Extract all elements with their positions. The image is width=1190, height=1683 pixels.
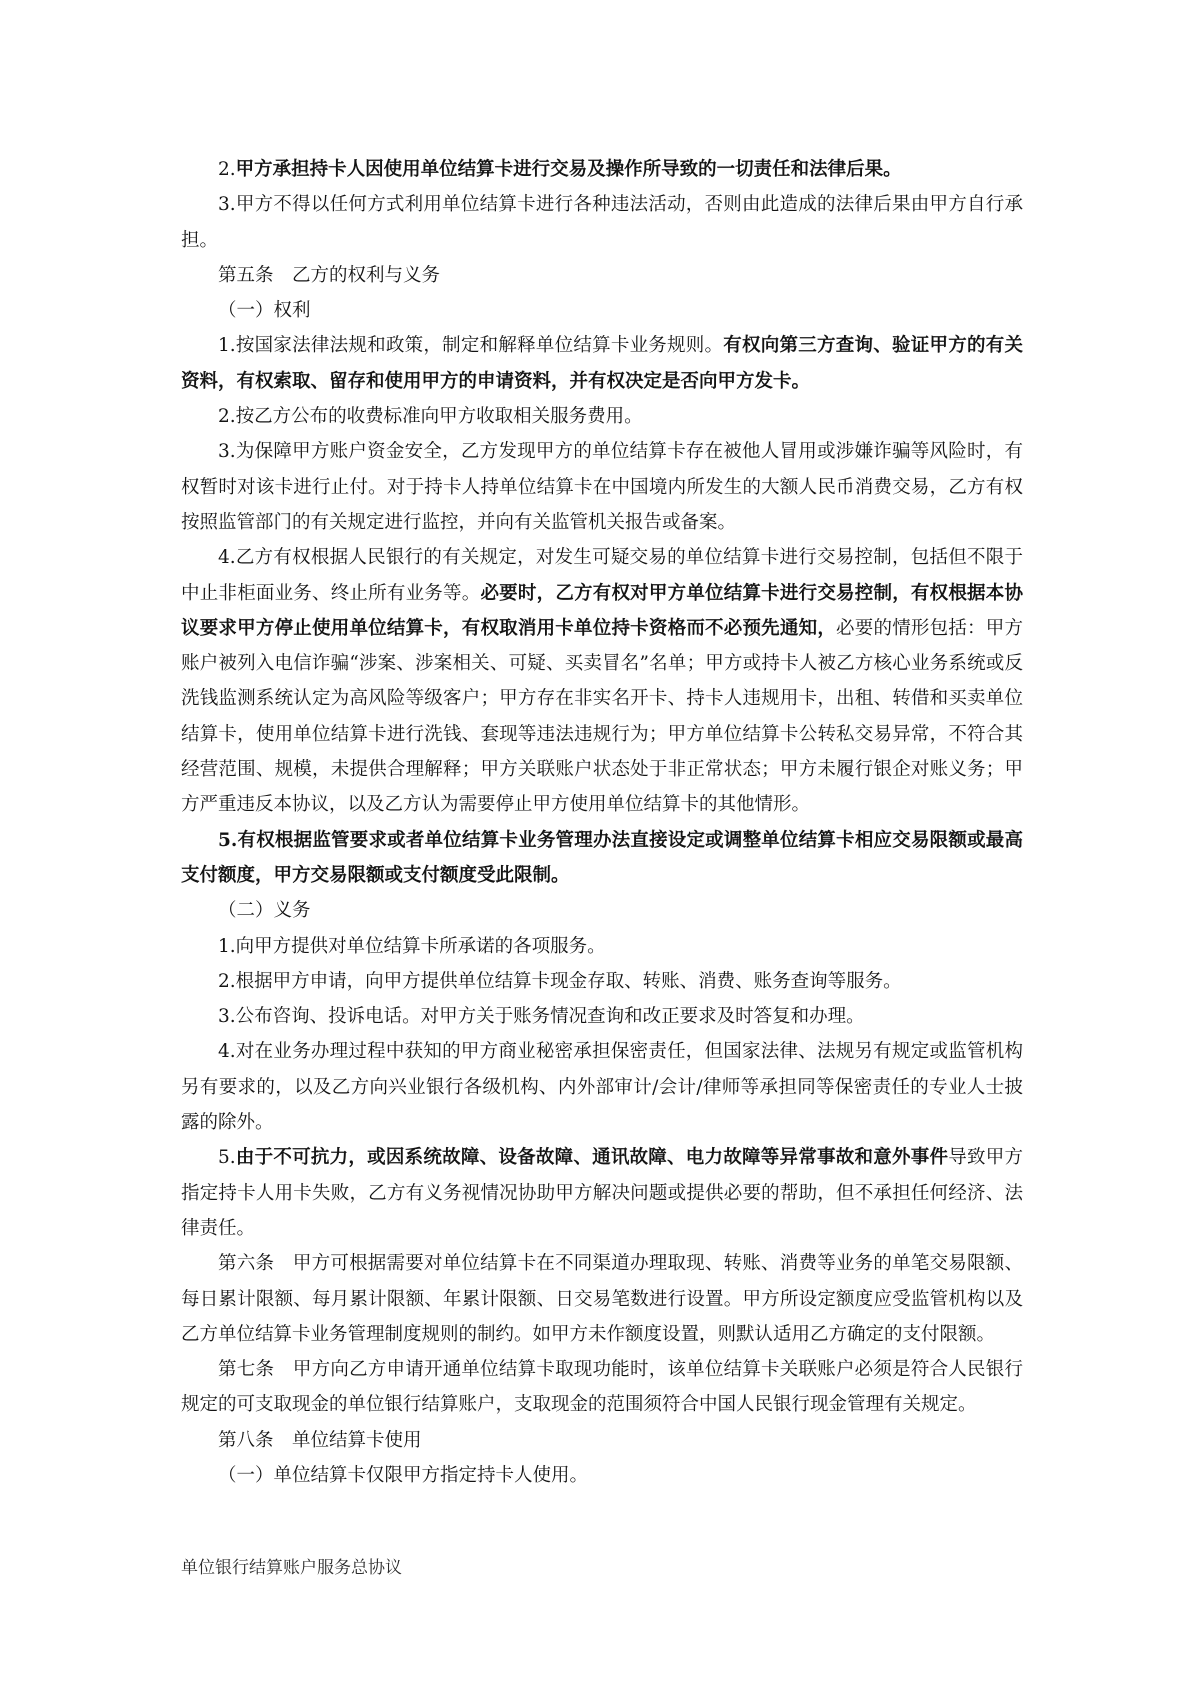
- paragraph-article-7: [181, 1352, 1023, 1423]
- text-segment: （一）权利: [218, 300, 311, 322]
- text-segment-bold: 由于不可抗力，或因系统故障、设备故障、通讯故障、电力故障等异常事故和意外事件: [235, 1147, 949, 1169]
- text-segment-bold: 必要时，乙方有权对甲方单位结算卡进行交易控制，有权根据本协议要求甲方停止使用单位结算卡，有权取消用卡单位持卡资格而不必预先通知，: [181, 582, 1023, 639]
- text-segment: 1.按国家法律法规和政策，制定和解释单位结算卡业务规则。: [218, 335, 724, 357]
- text-segment: 5.: [218, 1147, 236, 1169]
- text-segment: （二）义务: [218, 900, 311, 922]
- text-segment: 2.: [218, 159, 236, 180]
- paragraph-obligations-1: [181, 929, 1023, 964]
- agreement-body: [181, 152, 1023, 1493]
- text-segment: 2.按乙方公布的收费标准向甲方收取相关服务费用。: [218, 406, 643, 428]
- paragraph-rights-1: [181, 328, 1023, 399]
- text-segment: 4.对在业务办理过程中获知的甲方商业秘密承担保密责任，但国家法律、法规另有规定或监管机构另有要求的，以及乙方向兴业银行各级机构、内外部审计/会计/律师等承担同等保密责任的专业人士披露的除外。: [181, 1041, 1023, 1134]
- paragraph-illegal-use: [181, 187, 1023, 258]
- text-segment-bold: 5.有权根据监管要求或者单位结算卡业务管理办法直接设定或调整单位结算卡相应交易限额或最高支付额度，甲方交易限额或支付额度受此限制。: [181, 829, 1023, 886]
- paragraph-article-8-1: [181, 1458, 1023, 1493]
- text-segment: 3.为保障甲方账户资金安全，乙方发现甲方的单位结算卡存在被他人冒用或涉嫌诈骗等风险时，有权暂时对该卡进行止付。对于持卡人持单位结算卡在中国境内所发生的大额人民币消费交易，乙方有权按照监管部门的有关规定进行监控，并向有关监管机关报告或备案。: [181, 441, 1023, 533]
- paragraph-rights-2: [181, 399, 1023, 434]
- text-segment: 第八条 单位结算卡使用: [218, 1429, 422, 1451]
- text-segment: 4.乙方有权根据人民银行的有关规定，对发生可疑交易的单位结算卡进行交易控制，包括但不限于中止非柜面业务、终止所有业务等。: [181, 547, 1023, 604]
- text-segment: 第六条 甲方可根据需要对单位结算卡在不同渠道办理取现、转账、消费等业务的单笔交易限额、每日累计限额、每月累计限额、年累计限额、日交易笔数进行设置。甲方所设定额度应受监管机构以及乙方单位结算卡业务管理制度规则的制约。如甲方未作额度设置，则默认适用乙方确定的支付限额。: [181, 1253, 1023, 1345]
- paragraph-rights-4: [181, 540, 1023, 822]
- section-heading-article-5: [181, 258, 1023, 293]
- text-segment: 导致甲方指定持卡人用卡失败，乙方有义务视情况协助甲方解决问题或提供必要的帮助，但不承担任何经济、法律责任。: [181, 1147, 1023, 1239]
- text-segment: 1.向甲方提供对单位结算卡所承诺的各项服务。: [218, 935, 606, 957]
- subsection-heading-rights: [181, 293, 1023, 328]
- paragraph-rights-5: [181, 823, 1023, 894]
- paragraph-obligations-3: [181, 999, 1023, 1034]
- section-heading-article-8: [181, 1423, 1023, 1458]
- text-segment-bold: 有权向第三方查询、验证甲方的有关资料，有权索取、留存和使用甲方的申请资料，并有权决定是否向甲方发卡。: [181, 335, 1023, 392]
- text-segment: （一）单位结算卡仅限甲方指定持卡人使用。: [218, 1464, 589, 1486]
- text-segment-bold: 甲方承担持卡人因使用单位结算卡进行交易及操作所导致的一切责任和法律后果。: [235, 159, 902, 180]
- text-segment: 3.公布咨询、投诉电话。对甲方关于账务情况查询和改正要求及时答复和办理。: [218, 1006, 865, 1028]
- page-footer: 单位银行结算账户服务总协议: [181, 1558, 402, 1578]
- text-segment: 3.甲方不得以任何方式利用单位结算卡进行各种违法活动，否则由此造成的法律后果由甲方自行承担。: [181, 194, 1023, 251]
- paragraph-rights-3: [181, 434, 1023, 540]
- text-segment: 2.根据甲方申请，向甲方提供单位结算卡现金存取、转账、消费、账务查询等服务。: [218, 970, 902, 992]
- subsection-heading-obligations: [181, 893, 1023, 928]
- paragraph-obligations-2: [181, 964, 1023, 999]
- paragraph-obligations-4: [181, 1034, 1023, 1140]
- paragraph-liability: [181, 152, 1023, 187]
- text-segment: 第五条 乙方的权利与义务: [218, 264, 441, 286]
- text-segment: 第七条 甲方向乙方申请开通单位结算卡取现功能时，该单位结算卡关联账户必须是符合人民银行规定的可支取现金的单位银行结算账户，支取现金的范围须符合中国人民银行现金管理有关规定。: [181, 1359, 1023, 1416]
- paragraph-obligations-5: [181, 1140, 1023, 1246]
- text-segment: 必要的情形包括：甲方账户被列入电信诈骗“涉案、涉案相关、可疑、买卖冒名”名单；甲方或持卡人被乙方核心业务系统或反洗钱监测系统认定为高风险等级客户；甲方存在非实名开卡、持卡人违规用卡，出租、转借和买卖单位结算卡，使用单位结算卡进行洗钱、套现等违法违规行为；甲方单位结算卡公转私交易异常，不符合其经营范围、规模，未提供合理解释；甲方关联账户状态处于非正常状态；甲方未履行银企对账义务；甲方严重违反本协议，以及乙方认为需要停止甲方使用单位结算卡的其他情形。: [181, 617, 1023, 816]
- paragraph-article-6: [181, 1246, 1023, 1352]
